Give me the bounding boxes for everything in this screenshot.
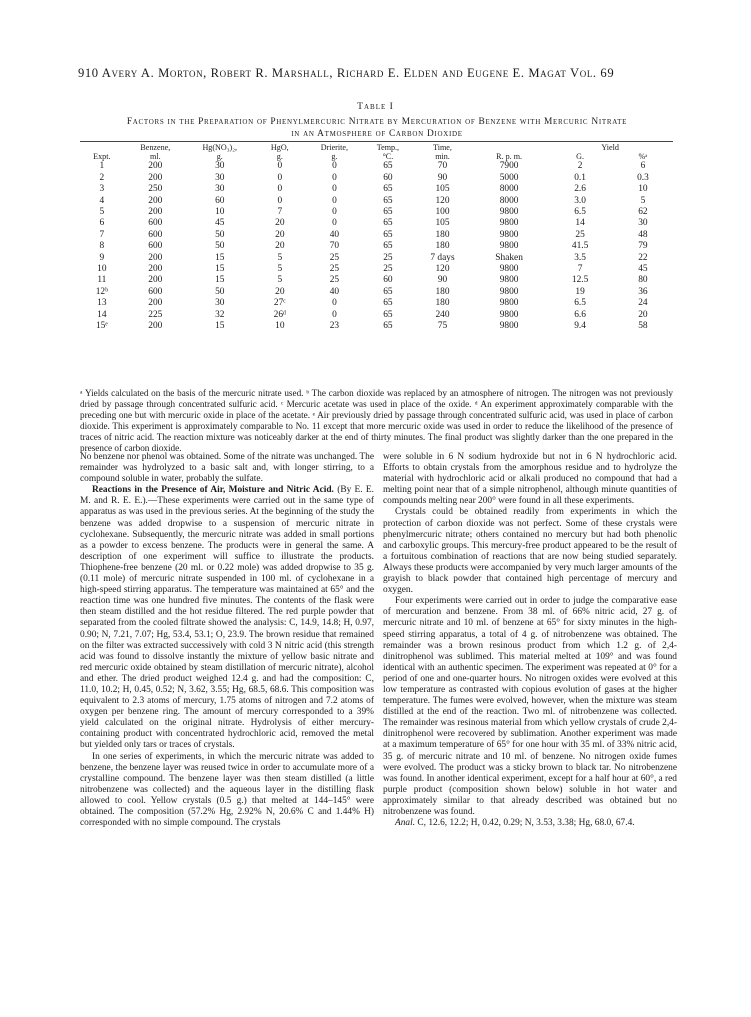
table-cell: 12.5 xyxy=(571,275,589,286)
table-cell: 2 xyxy=(99,172,105,183)
table-cell: 62 xyxy=(638,207,648,218)
table-cell: 2 xyxy=(577,161,583,172)
table-cell: 25 xyxy=(383,252,393,263)
table-cell: Shaken xyxy=(495,252,523,263)
table-cell: 0 xyxy=(277,161,283,172)
table-cell: 3 xyxy=(99,184,105,195)
table-cell: 6 xyxy=(640,161,646,172)
table-cell: 0.1 xyxy=(574,172,586,183)
table-cell: 180 xyxy=(435,229,450,240)
table-cell: 200 xyxy=(148,161,163,172)
table-cell: 25 xyxy=(329,275,340,286)
table-cell: 200 xyxy=(148,275,163,286)
table-cell: 70 xyxy=(437,161,448,172)
header-yield-g: G. xyxy=(576,152,585,162)
table-cell: 200 xyxy=(148,252,163,263)
table-cell: 22 xyxy=(638,252,648,263)
table-cell: 27ᶜ xyxy=(273,298,286,309)
table-cell: 50 xyxy=(215,241,225,252)
table-cell: 65 xyxy=(383,321,393,332)
table-cell: 15 xyxy=(215,275,225,286)
table-cell: 180 xyxy=(435,298,450,309)
table-cell: 20 xyxy=(638,309,648,320)
table-cell: 13 xyxy=(97,298,107,309)
table-row xyxy=(80,253,673,264)
table-cell: 19 xyxy=(575,286,585,297)
right-paragraph-3: Four experiments were carried out in order to judge the comparative ease of mercuration and benzene. From 38 ml. of 66% nitric acid, 27 g. of mercuric nitrate and 10 ml. of benzene at 65° for sixty minutes in the high-speed stirring apparatus, a total of 4 g. of nitrobenzene was obtained. The remainder was a brown resinous product from which 1.2 g. of 2,4-dinitrophenol was sublimed. This material melted at 109° and was found identical with an authentic specimen. The experiment was repeated at 0° for a period of one and one-quarter hours. No nitrogen oxides were evolved at this low temperature as contrasted with copious evolution of gases at the higher temperature. The fumes were evolved, however, when the mixture was steam distilled at the end of the reaction. Two ml. of nitrobenzene was collected. The remainder was resinous material from which yellow crystals of crude 2,4-dinitrophenol were recovered by sublimation. Another experiment was made at a maximum temperature of 65° for one hour with 35 ml. of 33% nitric acid, 35 g. of mercuric nitrate and 10 ml. of benzene. No nitrogen oxide fumes were evolved. The product was a sticky brown to black tar. No nitrobenzene was found. In another identical experiment, except for a half hour at 60°, a red purple product (composition shown below) soluble in hot water and approximately similar to that already described was obtained but no nitrobenzene was found. xyxy=(383,596,677,817)
table-cell: 9800 xyxy=(499,241,519,252)
right-paragraph-1: were soluble in 6 N sodium hydroxide but not in 6 N hydrochloric acid. Efforts to obtain crystals from the amorphous residue and to hydrolyze the material with hydrochloric acid or alkali produced no compound that had a melting point near that of a simple nitrophenol, although minute quantities of compounds melting near 200° were found in all these experiments. xyxy=(383,452,677,507)
table-cell: 200 xyxy=(148,195,163,206)
table-cell: 15 xyxy=(215,252,225,263)
header-spacer xyxy=(80,143,124,152)
table-cell: 60 xyxy=(383,275,393,286)
table-cell: 25 xyxy=(575,229,585,240)
table-row xyxy=(80,275,673,286)
table-cell: 180 xyxy=(435,241,450,252)
table-cell: 3.5 xyxy=(574,252,586,263)
table-cell: 0 xyxy=(277,172,283,183)
header-drierite-unit: g. xyxy=(331,152,338,162)
footnotes-text: ᵃ Yields calculated on the basis of the mercuric nitrate used. ᵇ The carbon dioxide was replaced by an atmosphere of nitrogen. The nitrogen was not previously dried by passage through concentrated sulfuric acid. ᶜ Mercuric acetate was used in place of the oxide. ᵈ An experiment approximately comparable with the preceding one but with mercuric oxide in place of the acetate. ᵉ Air previously dried by passage through concentrated sulfuric acid, was used in place of carbon dioxide. This experiment is approximately comparable to No. 11 except that more mercuric oxide was used in order to reduce the likelihood of the presence of traces of nitric acid. The reaction mixture was noticeably darker at the end of thirty minutes. The final product was slightly darker than the one prepared in the presence of carbon dioxide. xyxy=(80,388,673,453)
table-cell: 7 xyxy=(277,207,283,218)
table-cell: 10 xyxy=(638,184,648,195)
table-cell: 20 xyxy=(275,286,285,297)
header-temp-unit: °C. xyxy=(382,152,394,162)
table-cell: 5 xyxy=(277,264,283,275)
table-row xyxy=(80,161,673,172)
table-cell: 120 xyxy=(435,264,450,275)
table-cell: 11 xyxy=(97,275,107,286)
table-cell: 79 xyxy=(638,241,648,252)
table-cell: 600 xyxy=(148,218,163,229)
table-cell: 9 xyxy=(99,252,105,263)
section-heading: Reactions in the Presence of Air, Moisture and Nitric Acid. xyxy=(92,485,334,496)
table-cell: 200 xyxy=(148,321,163,332)
table-cell: 25 xyxy=(329,252,340,263)
table-cell: 30 xyxy=(215,172,225,183)
table-cell: 65 xyxy=(383,286,393,297)
table-cell: 0 xyxy=(277,184,283,195)
left-paragraph-1: No benzene nor phenol was obtained. Some of the nitrate was unchanged. The remainder was hydrolyzed to a basic salt and, with longer stirring, to a compound soluble in water, probably the sulfate. xyxy=(80,452,375,485)
table-cell: 12ᵇ xyxy=(95,286,108,297)
left-column xyxy=(80,452,374,829)
table-cell: 600 xyxy=(148,286,163,297)
table-cell: 0 xyxy=(332,207,337,218)
header-spacer xyxy=(471,143,547,152)
left-paragraph-2 xyxy=(80,485,374,751)
table-cell: 65 xyxy=(383,241,393,252)
table-row xyxy=(80,207,673,218)
table-cell: 0 xyxy=(332,161,337,172)
table-cell: 15 xyxy=(215,321,225,332)
header-hgo: HgO, xyxy=(270,143,289,152)
table-cell: 7 days xyxy=(430,252,455,263)
anal-label: Anal. xyxy=(395,818,416,829)
header-yield-pct: %ᵃ xyxy=(638,152,648,162)
table-cell: 600 xyxy=(148,241,163,252)
table-cell: 5 xyxy=(277,252,283,263)
right-paragraph-2: Crystals could be obtained readily from experiments in which the protection of carbon dioxide was not perfect. Some of these crystals were phenylmercuric nitrate; others contained no mercury but had both phenolic and carboxylic groups. This mercury-free product appeared to be the result of a fortuitous combination of reactions that are now being studied separately. Always these products were accompanied by very much larger amounts of the grayish to black powder that contained high percentage of mercury and oxygen. xyxy=(383,507,677,596)
table-footnotes xyxy=(80,388,673,454)
header-benzene-unit: ml. xyxy=(150,152,161,162)
table-row xyxy=(80,310,673,321)
table-cell: 105 xyxy=(435,218,450,229)
table-cell: 9800 xyxy=(499,275,519,286)
table-cell: 9800 xyxy=(499,207,519,218)
table-cell: 120 xyxy=(435,195,450,206)
table-row xyxy=(80,298,673,309)
anal-values: C, 12.6, 12.2; H, 0.42, 0.29; N, 3.53, 3.38; Hg, 68.0, 67.4. xyxy=(415,818,635,829)
table-cell: 25 xyxy=(329,264,340,275)
table-cell: 41.5 xyxy=(571,241,589,252)
table-cell: 65 xyxy=(383,207,393,218)
left-paragraph-2-body: (By E. E. M. and R. E. E.).—These experiments were carried out in the same type of apparatus as was used in the previous series. At the beginning of the study the benzene was added dropwise to a suspension of mercuric nitrate in cyclohexane. Subsequently, the mercuric nitrate was added in small portions as a powder to excess benzene. The products were in general the same. A description of one experiment will suffice to illustrate the products. Thiophene-free benzene (20 ml. or 0.22 mole) was added dropwise to 35 g. (0.11 mole) of mercuric nitrate suspended in 100 ml. of cyclohexane in a high-speed stirring apparatus. The temperature was maintained at 65° and the reaction time was one hundred five minutes. The contents of the flask were then steam distilled and the hot residue filtered. The red purple powder that separated from the cooled filtrate showed the analysis: C, 14.9, 14.8; H, 0.97, 0.90; N, 7.21, 7.07; Hg, 53.4, 53.1; O, 23.9. The brown residue that remained on the filter was extracted successively with cold 3 N nitric acid (this strength acid was found to dissolve instantly the mixture of yellow basic nitrate and red mercuric oxide obtained by steam distillation of mercuric nitrate), alcohol and ether. The dried product weighed 12.4 g. and had the composition: C, 11.0, 10.2; H, 0.45, 0.52; N, 3.62, 3.55; Hg, 68.5, 68.6. This composition was equivalent to 2.3 atoms of mercury, 1.75 atoms of nitrogen and 7.2 atoms of oxygen per benzene ring. The amount of mercury corresponded to a 39% yield calculated on the original nitrate. Hydrolysis of either mercury-containing product with concentrated hydrochloric acid, removed the metal but yielded only tars or traces of crystals. xyxy=(80,485,374,751)
table-cell: 9800 xyxy=(499,298,519,309)
table-cell: 10 xyxy=(215,207,225,218)
table-row xyxy=(80,321,673,332)
table-cell: 9800 xyxy=(499,218,519,229)
table-cell: 10 xyxy=(275,321,285,332)
table-cell: 200 xyxy=(148,264,163,275)
table-cell: 30 xyxy=(638,218,648,229)
left-paragraph-3: In one series of experiments, in which the mercuric nitrate was added to benzene, the benzene layer was reused twice in order to accumulate more of a crystalline compound. The benzene layer was then steam distilled (a little nitrobenzene was collected) and the aqueous layer in the distilling flask allowed to cool. Yellow crystals (0.5 g.) that melted at 144–145° were obtained. The composition (57.2% Hg, 2.92% N, 20.6% C and 1.44% H) corresponded with no simple compound. The crystals xyxy=(80,751,374,829)
table-cell: 15ᵉ xyxy=(95,321,108,332)
table-row xyxy=(80,173,673,184)
table-cell: 0 xyxy=(332,172,337,183)
table-cell: 45 xyxy=(215,218,225,229)
table-cell: 5 xyxy=(99,207,105,218)
table-cell: 3.0 xyxy=(574,195,586,206)
table-cell: 200 xyxy=(148,298,163,309)
table-cell: 30 xyxy=(215,184,225,195)
table-cell: 10 xyxy=(97,264,107,275)
table-cell: 65 xyxy=(383,298,393,309)
table-cell: 60 xyxy=(215,195,225,206)
table-row xyxy=(80,264,673,275)
table-cell: 14 xyxy=(575,218,585,229)
table-cell: 65 xyxy=(383,218,393,229)
data-table xyxy=(80,143,673,333)
table-row xyxy=(80,241,673,252)
table-row xyxy=(80,196,673,207)
header-benzene: Benzene, xyxy=(140,143,171,152)
header-rpm: R. p. m. xyxy=(496,152,523,162)
table-cell: 9800 xyxy=(499,264,519,275)
table-cell: 0 xyxy=(277,195,283,206)
table-cell: 0 xyxy=(332,298,337,309)
table-cell: 0 xyxy=(332,195,337,206)
table-row xyxy=(80,218,673,229)
table-top-rule xyxy=(80,141,673,142)
table-cell: 24 xyxy=(638,298,648,309)
table-cell: 0 xyxy=(332,184,337,195)
header-hgno3: Hg(NO₃)₂, xyxy=(202,143,238,152)
table-cell: 9.4 xyxy=(574,321,586,332)
table-cell: 20 xyxy=(275,229,285,240)
table-cell: 30 xyxy=(215,298,225,309)
table-cell: 250 xyxy=(148,184,163,195)
table-cell: 20 xyxy=(275,241,285,252)
table-cell: 70 xyxy=(329,241,340,252)
table-cell: 180 xyxy=(435,286,450,297)
table-cell: 40 xyxy=(329,229,340,240)
table-header xyxy=(80,143,673,161)
table-cell: 8000 xyxy=(499,184,519,195)
table-body xyxy=(80,161,673,332)
table-cell: 4 xyxy=(99,195,105,206)
header-drierite: Drierite, xyxy=(320,143,348,152)
table-cell: 6 xyxy=(99,218,105,229)
table-label: Table I xyxy=(357,101,394,112)
table-cell: 6.5 xyxy=(574,298,586,309)
table-cell: 65 xyxy=(383,195,393,206)
table-cell: 100 xyxy=(435,207,450,218)
right-paragraph-4 xyxy=(383,818,677,829)
table-cell: 15 xyxy=(215,264,225,275)
table-cell: 5 xyxy=(640,195,646,206)
table-cell: 200 xyxy=(148,207,163,218)
table-cell: 50 xyxy=(215,229,225,240)
table-cell: 7 xyxy=(577,264,583,275)
running-head: 910 Avery A. Morton, Robert R. Marshall, Richard E. Elden and Eugene E. Magat Vol. 69 xyxy=(78,66,615,80)
table-cell: 65 xyxy=(383,184,393,195)
table-cell: 240 xyxy=(435,309,450,320)
table-cell: 65 xyxy=(383,161,393,172)
table-cell: 0 xyxy=(332,309,337,320)
table-cell: 23 xyxy=(329,321,340,332)
table-caption-line-2: in an Atmosphere of Carbon Dioxide xyxy=(291,128,463,139)
header-yield: Yield xyxy=(601,143,619,152)
table-cell: 36 xyxy=(638,286,648,297)
table-cell: 48 xyxy=(638,229,648,240)
header-time-unit: min. xyxy=(435,152,450,162)
table-cell: 9800 xyxy=(499,286,519,297)
table-cell: 80 xyxy=(638,275,648,286)
table-cell: 8 xyxy=(99,241,105,252)
table-cell: 0.3 xyxy=(637,172,649,183)
table-cell: 90 xyxy=(437,172,448,183)
table-cell: 32 xyxy=(215,309,225,320)
table-cell: 20 xyxy=(275,218,285,229)
table-cell: 200 xyxy=(148,172,163,183)
table-cell: 60 xyxy=(383,172,393,183)
right-column xyxy=(383,452,677,829)
table-cell: 65 xyxy=(383,229,393,240)
table-cell: 58 xyxy=(638,321,648,332)
table-cell: 7 xyxy=(99,229,105,240)
table-cell: 600 xyxy=(148,229,163,240)
table-cell: 26ᵈ xyxy=(273,309,286,320)
table-cell: 6.5 xyxy=(574,207,586,218)
header-expt: Expt. xyxy=(93,152,111,162)
table-cell: 9800 xyxy=(499,309,519,320)
table-cell: 1 xyxy=(99,161,105,172)
table-row xyxy=(80,184,673,195)
table-cell: 30 xyxy=(215,161,225,172)
table-cell: 9800 xyxy=(499,321,519,332)
table-caption-line-1: Factors in the Preparation of Phenylmercuric Nitrate by Mercuration of Benzene with Mercuric Nitrate xyxy=(126,117,628,127)
table-cell: 9800 xyxy=(499,229,519,240)
table-caption xyxy=(80,117,674,140)
table-cell: 5000 xyxy=(499,172,519,183)
table-cell: 75 xyxy=(437,321,448,332)
table-cell: 25 xyxy=(383,264,393,275)
table-row xyxy=(80,287,673,298)
table-cell: 14 xyxy=(97,309,107,320)
header-hgo-unit: g. xyxy=(276,152,283,162)
table-cell: 8000 xyxy=(499,195,519,206)
header-hgno3-unit: g. xyxy=(216,152,223,162)
header-time: Time, xyxy=(433,143,452,152)
table-cell: 105 xyxy=(435,184,450,195)
table-cell: 6.6 xyxy=(574,309,586,320)
table-cell: 5 xyxy=(277,275,283,286)
table-cell: 50 xyxy=(215,286,225,297)
table-cell: 225 xyxy=(148,309,163,320)
table-cell: 45 xyxy=(638,264,648,275)
table-cell: 7900 xyxy=(499,161,519,172)
header-temp: Temp., xyxy=(376,143,400,152)
table-cell: 90 xyxy=(437,275,448,286)
table-cell: 40 xyxy=(329,286,340,297)
table-cell: 0 xyxy=(332,218,337,229)
table-cell: 2.6 xyxy=(574,184,586,195)
table-row xyxy=(80,230,673,241)
table-cell: 65 xyxy=(383,309,393,320)
